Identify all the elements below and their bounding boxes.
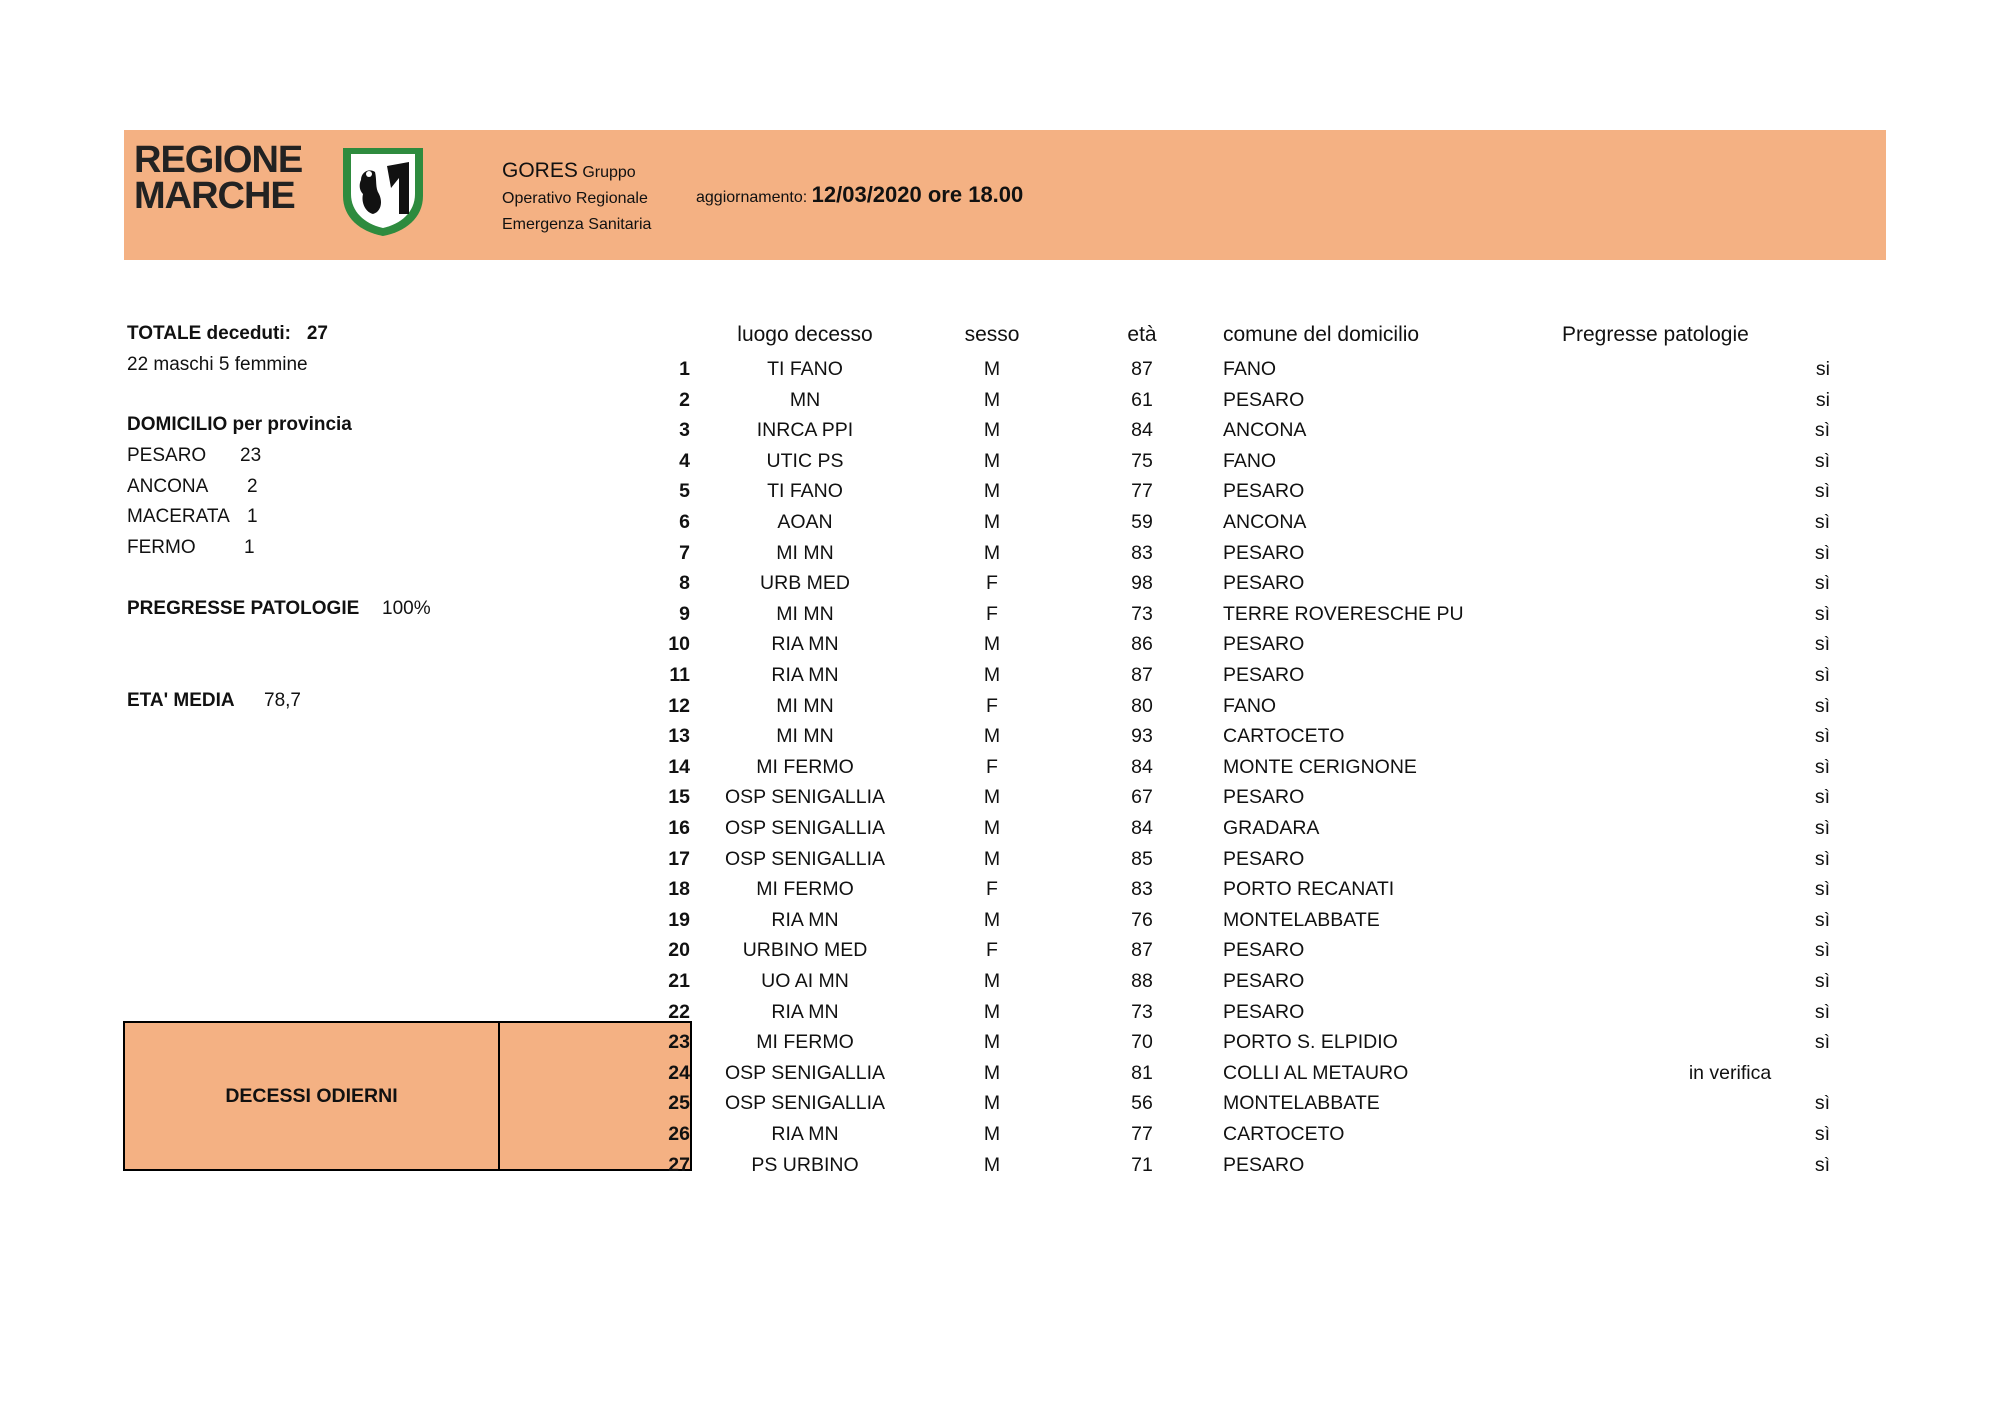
row-number: 23: [668, 1031, 690, 1054]
cell-luogo: INRCA PPI: [756, 419, 854, 442]
cell-eta: 59: [1131, 511, 1153, 533]
cell-luogo: MI FERMO: [756, 878, 854, 901]
table-row: [0, 660, 2000, 690]
cell-comune: ANCONA: [1223, 511, 1307, 533]
table-row: [0, 629, 2000, 659]
cell-eta: 73: [1131, 1000, 1153, 1023]
cell-eta: 84: [1131, 419, 1153, 442]
table-row: [0, 844, 2000, 874]
cell-sesso: M: [983, 449, 1001, 472]
cell-patologie: sì: [1814, 817, 1830, 839]
cell-eta: 73: [1131, 602, 1153, 625]
header-band: [124, 130, 1886, 260]
cell-luogo: MI FERMO: [756, 1031, 854, 1054]
cell-sesso: M: [983, 725, 1001, 748]
cell-luogo: UTIC PS: [766, 449, 844, 472]
cell-sesso: M: [983, 541, 1001, 564]
cell-comune: PORTO S. ELPIDIO: [1223, 1031, 1398, 1054]
cell-patologie: sì: [1814, 664, 1830, 686]
cell-eta: 75: [1131, 449, 1153, 472]
province-name: FERMO: [127, 537, 196, 558]
cell-sesso: M: [983, 1092, 1001, 1115]
cell-patologie: sì: [1814, 633, 1830, 656]
cell-comune: PESARO: [1223, 847, 1305, 870]
cell-comune: CARTOCETO: [1223, 725, 1345, 748]
cell-comune: MONTELABBATE: [1223, 908, 1380, 931]
table-row: [0, 446, 2000, 476]
cell-patologie: sì: [1814, 786, 1830, 809]
table-row: [0, 1027, 2000, 1057]
row-number: 2: [679, 388, 690, 411]
cell-patologie: sì: [1814, 755, 1830, 778]
cell-sesso: M: [983, 908, 1001, 931]
province-name: PESARO: [127, 445, 207, 466]
cell-eta: 83: [1131, 878, 1153, 901]
row-number: 11: [669, 664, 690, 686]
row-number: 1: [679, 358, 690, 380]
cell-patologie: sì: [1814, 1153, 1830, 1176]
table-row: [0, 354, 2000, 384]
cell-patologie: sì: [1814, 939, 1830, 962]
table-row: [0, 782, 2000, 812]
cell-luogo: OSP SENIGALLIA: [724, 1061, 886, 1084]
table-row: [0, 997, 2000, 1027]
province-count: 23: [240, 445, 262, 466]
table-row: [0, 691, 2000, 721]
row-number: 20: [668, 939, 690, 962]
update-info: [696, 182, 1023, 208]
cell-patologie: sì: [1814, 725, 1830, 748]
cell-sesso: M: [983, 1153, 1001, 1176]
decessi-odierni-label: DECESSI ODIERNI: [225, 1084, 398, 1107]
row-number: 17: [668, 847, 690, 870]
cell-sesso: M: [983, 847, 1001, 870]
cell-eta: 56: [1131, 1092, 1153, 1115]
cell-comune: MONTELABBATE: [1223, 1092, 1380, 1115]
cell-eta: 84: [1131, 817, 1153, 839]
cell-patologie: si: [1815, 358, 1830, 380]
gores-title-suffix: Gruppo: [582, 164, 636, 181]
gores-title: GORES: [502, 159, 578, 182]
cell-comune: FANO: [1223, 449, 1277, 472]
totale-value: 27: [306, 323, 328, 344]
cell-luogo: RIA MN: [771, 1123, 839, 1145]
province-count: 1: [244, 537, 255, 558]
cell-comune: PORTO RECANATI: [1223, 878, 1395, 901]
table-row: [0, 1058, 2000, 1088]
cell-patologie: sì: [1814, 1000, 1830, 1023]
cell-comune: PESARO: [1223, 664, 1305, 686]
cell-comune: PESARO: [1223, 572, 1305, 595]
cell-sesso: F: [986, 939, 998, 962]
domicilio-label: DOMICILIO per provincia: [127, 414, 352, 435]
cell-comune: CARTOCETO: [1223, 1123, 1345, 1145]
table-row: [0, 1088, 2000, 1118]
cell-comune: MONTE CERIGNONE: [1223, 755, 1417, 778]
cell-luogo: OSP SENIGALLIA: [724, 1092, 886, 1115]
cell-luogo: RIA MN: [771, 1000, 839, 1023]
cell-luogo: MI FERMO: [756, 755, 854, 778]
cell-comune: PESARO: [1223, 1000, 1305, 1023]
province-count: 1: [247, 506, 258, 527]
eta-media-label: ETA' MEDIA: [127, 690, 235, 711]
row-number: 15: [668, 786, 690, 809]
cell-comune: TERRE ROVERESCHE PU: [1223, 602, 1464, 625]
table-row: [0, 752, 2000, 782]
table-row: [0, 538, 2000, 568]
cell-patologie: sì: [1814, 572, 1830, 595]
cell-sesso: F: [986, 602, 998, 625]
row-number: 25: [668, 1092, 690, 1115]
cell-luogo: RIA MN: [771, 908, 839, 931]
row-number: 4: [679, 449, 690, 472]
cell-comune: PESARO: [1223, 633, 1305, 656]
header-sesso: sesso: [964, 323, 1020, 346]
table-row: [0, 385, 2000, 415]
cell-luogo: RIA MN: [771, 633, 839, 656]
cell-luogo: AOAN: [777, 511, 833, 533]
cell-sesso: M: [983, 1123, 1001, 1145]
cell-luogo: OSP SENIGALLIA: [724, 817, 886, 839]
cell-luogo: PS URBINO: [751, 1153, 859, 1176]
gores-block: [502, 158, 651, 238]
table-row: [0, 415, 2000, 445]
province-name: MACERATA: [127, 506, 230, 527]
cell-sesso: M: [983, 786, 1001, 809]
row-number: 10: [668, 633, 690, 656]
cell-comune: PESARO: [1223, 480, 1305, 503]
table-row: [0, 874, 2000, 904]
header-patologie: Pregresse patologie: [1562, 323, 1749, 346]
table-row: [0, 1150, 2000, 1180]
logo-line-2: MARCHE: [134, 175, 295, 217]
cell-sesso: F: [986, 694, 998, 717]
regione-shield-icon: [339, 144, 427, 238]
gores-line-3: Emergenza Sanitaria: [502, 216, 652, 233]
cell-sesso: M: [983, 817, 1001, 839]
cell-patologie: sì: [1814, 1031, 1830, 1054]
cell-patologie: sì: [1814, 1123, 1830, 1145]
table-row: [0, 905, 2000, 935]
cell-luogo: TI FANO: [767, 358, 843, 380]
totale-line: [127, 323, 328, 345]
cell-eta: 86: [1131, 633, 1153, 656]
cell-eta: 83: [1131, 541, 1153, 564]
cell-eta: 93: [1131, 725, 1153, 748]
update-value: 12/03/2020 ore 18.00: [811, 182, 1024, 207]
cell-sesso: M: [983, 1031, 1001, 1054]
row-number: 21: [668, 970, 690, 992]
cell-sesso: F: [986, 755, 998, 778]
cell-comune: ANCONA: [1223, 419, 1307, 442]
cell-comune: FANO: [1223, 694, 1277, 717]
cell-eta: 70: [1131, 1031, 1153, 1054]
cell-eta: 61: [1131, 388, 1153, 411]
cell-patologie: sì: [1814, 908, 1830, 931]
header-comune: comune del domicilio: [1223, 323, 1420, 346]
cell-comune: COLLI AL METAURO: [1223, 1061, 1409, 1084]
cell-eta: 77: [1131, 1123, 1153, 1145]
table-row: [0, 721, 2000, 751]
cell-luogo: MN: [789, 388, 821, 411]
row-number: 3: [679, 419, 690, 442]
cell-eta: 67: [1131, 786, 1153, 809]
cell-patologie: sì: [1814, 878, 1830, 901]
cell-patologie: sì: [1814, 480, 1830, 503]
cell-patologie: sì: [1814, 602, 1830, 625]
cell-patologie: sì: [1814, 419, 1830, 442]
row-number: 24: [668, 1061, 690, 1084]
cell-luogo: MI MN: [776, 602, 834, 625]
table-row: [0, 507, 2000, 537]
row-number: 27: [668, 1153, 690, 1176]
row-number: 22: [668, 1000, 690, 1023]
row-number: 8: [679, 572, 690, 595]
cell-sesso: M: [983, 1000, 1001, 1023]
cell-luogo: UO AI MN: [761, 970, 849, 992]
cell-sesso: M: [983, 480, 1001, 503]
cell-eta: 81: [1131, 1061, 1153, 1084]
cell-sesso: M: [983, 388, 1001, 411]
cell-patologie: si: [1815, 388, 1830, 411]
cell-patologie: sì: [1814, 449, 1830, 472]
table-row: [0, 1119, 2000, 1149]
cell-patologie: sì: [1814, 694, 1830, 717]
regione-marche-logo: [134, 139, 303, 217]
row-number: 5: [679, 480, 690, 503]
cell-patologie: sì: [1814, 541, 1830, 564]
cell-patologie: in verifica: [1688, 1061, 1772, 1084]
cell-eta: 84: [1131, 755, 1153, 778]
cell-sesso: M: [983, 358, 1001, 380]
cell-sesso: M: [983, 664, 1001, 686]
cell-comune: FANO: [1223, 358, 1277, 380]
logo-line-1: REGIONE: [134, 139, 303, 181]
update-label: aggiornamento:: [696, 189, 808, 206]
cell-patologie: sì: [1814, 970, 1830, 992]
row-number: 18: [668, 878, 690, 901]
totale-label: TOTALE deceduti:: [127, 323, 291, 344]
province-count: 2: [247, 476, 258, 497]
cell-eta: 77: [1131, 480, 1153, 503]
table-row: [0, 966, 2000, 996]
gores-line-2: Operativo Regionale: [502, 190, 648, 207]
cell-eta: 98: [1131, 572, 1153, 595]
cell-sesso: M: [983, 1061, 1001, 1084]
cell-eta: 87: [1131, 358, 1153, 380]
cell-comune: GRADARA: [1223, 817, 1320, 839]
cell-luogo: MI MN: [776, 541, 834, 564]
table-row: [0, 568, 2000, 598]
cell-sesso: F: [986, 878, 998, 901]
cell-patologie: sì: [1814, 1092, 1830, 1115]
cell-sesso: M: [983, 511, 1001, 533]
table-row: [0, 476, 2000, 506]
cell-comune: PESARO: [1223, 1153, 1305, 1176]
cell-patologie: sì: [1814, 511, 1830, 533]
cell-luogo: OSP SENIGALLIA: [724, 786, 886, 809]
cell-eta: 87: [1131, 664, 1153, 686]
patologie-label: PREGRESSE PATOLOGIE: [127, 598, 360, 619]
cell-comune: PESARO: [1223, 388, 1305, 411]
cell-eta: 87: [1131, 939, 1153, 962]
cell-sesso: M: [983, 419, 1001, 442]
province-name: ANCONA: [127, 476, 209, 497]
cell-eta: 80: [1131, 694, 1153, 717]
cell-eta: 85: [1131, 847, 1153, 870]
row-number: 13: [668, 725, 690, 748]
row-number: 9: [679, 602, 690, 625]
table-row: [0, 813, 2000, 843]
row-number: 19: [668, 908, 690, 931]
row-number: 14: [668, 755, 690, 778]
cell-patologie: sì: [1814, 847, 1830, 870]
row-number: 7: [679, 541, 690, 564]
row-number: 26: [668, 1123, 690, 1145]
cell-luogo: URB MED: [760, 572, 850, 595]
cell-luogo: MI MN: [776, 725, 834, 748]
cell-luogo: MI MN: [776, 694, 834, 717]
cell-luogo: RIA MN: [771, 664, 839, 686]
header-luogo: luogo decesso: [737, 323, 873, 346]
table-row: [0, 599, 2000, 629]
cell-comune: PESARO: [1223, 786, 1305, 809]
cell-luogo: OSP SENIGALLIA: [724, 847, 886, 870]
patologie-value: 100%: [382, 598, 431, 619]
header-eta: età: [1127, 323, 1157, 346]
eta-media-value: 78,7: [264, 690, 301, 711]
row-number: 16: [668, 817, 690, 839]
cell-eta: 71: [1131, 1153, 1153, 1176]
cell-comune: PESARO: [1223, 970, 1305, 992]
gender-line: 22 maschi 5 femmine: [127, 354, 308, 375]
cell-comune: PESARO: [1223, 939, 1305, 962]
cell-comune: PESARO: [1223, 541, 1305, 564]
cell-sesso: M: [983, 633, 1001, 656]
cell-luogo: TI FANO: [767, 480, 843, 503]
cell-sesso: M: [983, 970, 1001, 992]
cell-eta: 88: [1131, 970, 1153, 992]
cell-luogo: URBINO MED: [742, 939, 868, 962]
table-row: [0, 935, 2000, 965]
cell-sesso: F: [986, 572, 998, 595]
row-number: 6: [679, 511, 690, 533]
cell-eta: 76: [1131, 908, 1153, 931]
row-number: 12: [668, 694, 690, 717]
